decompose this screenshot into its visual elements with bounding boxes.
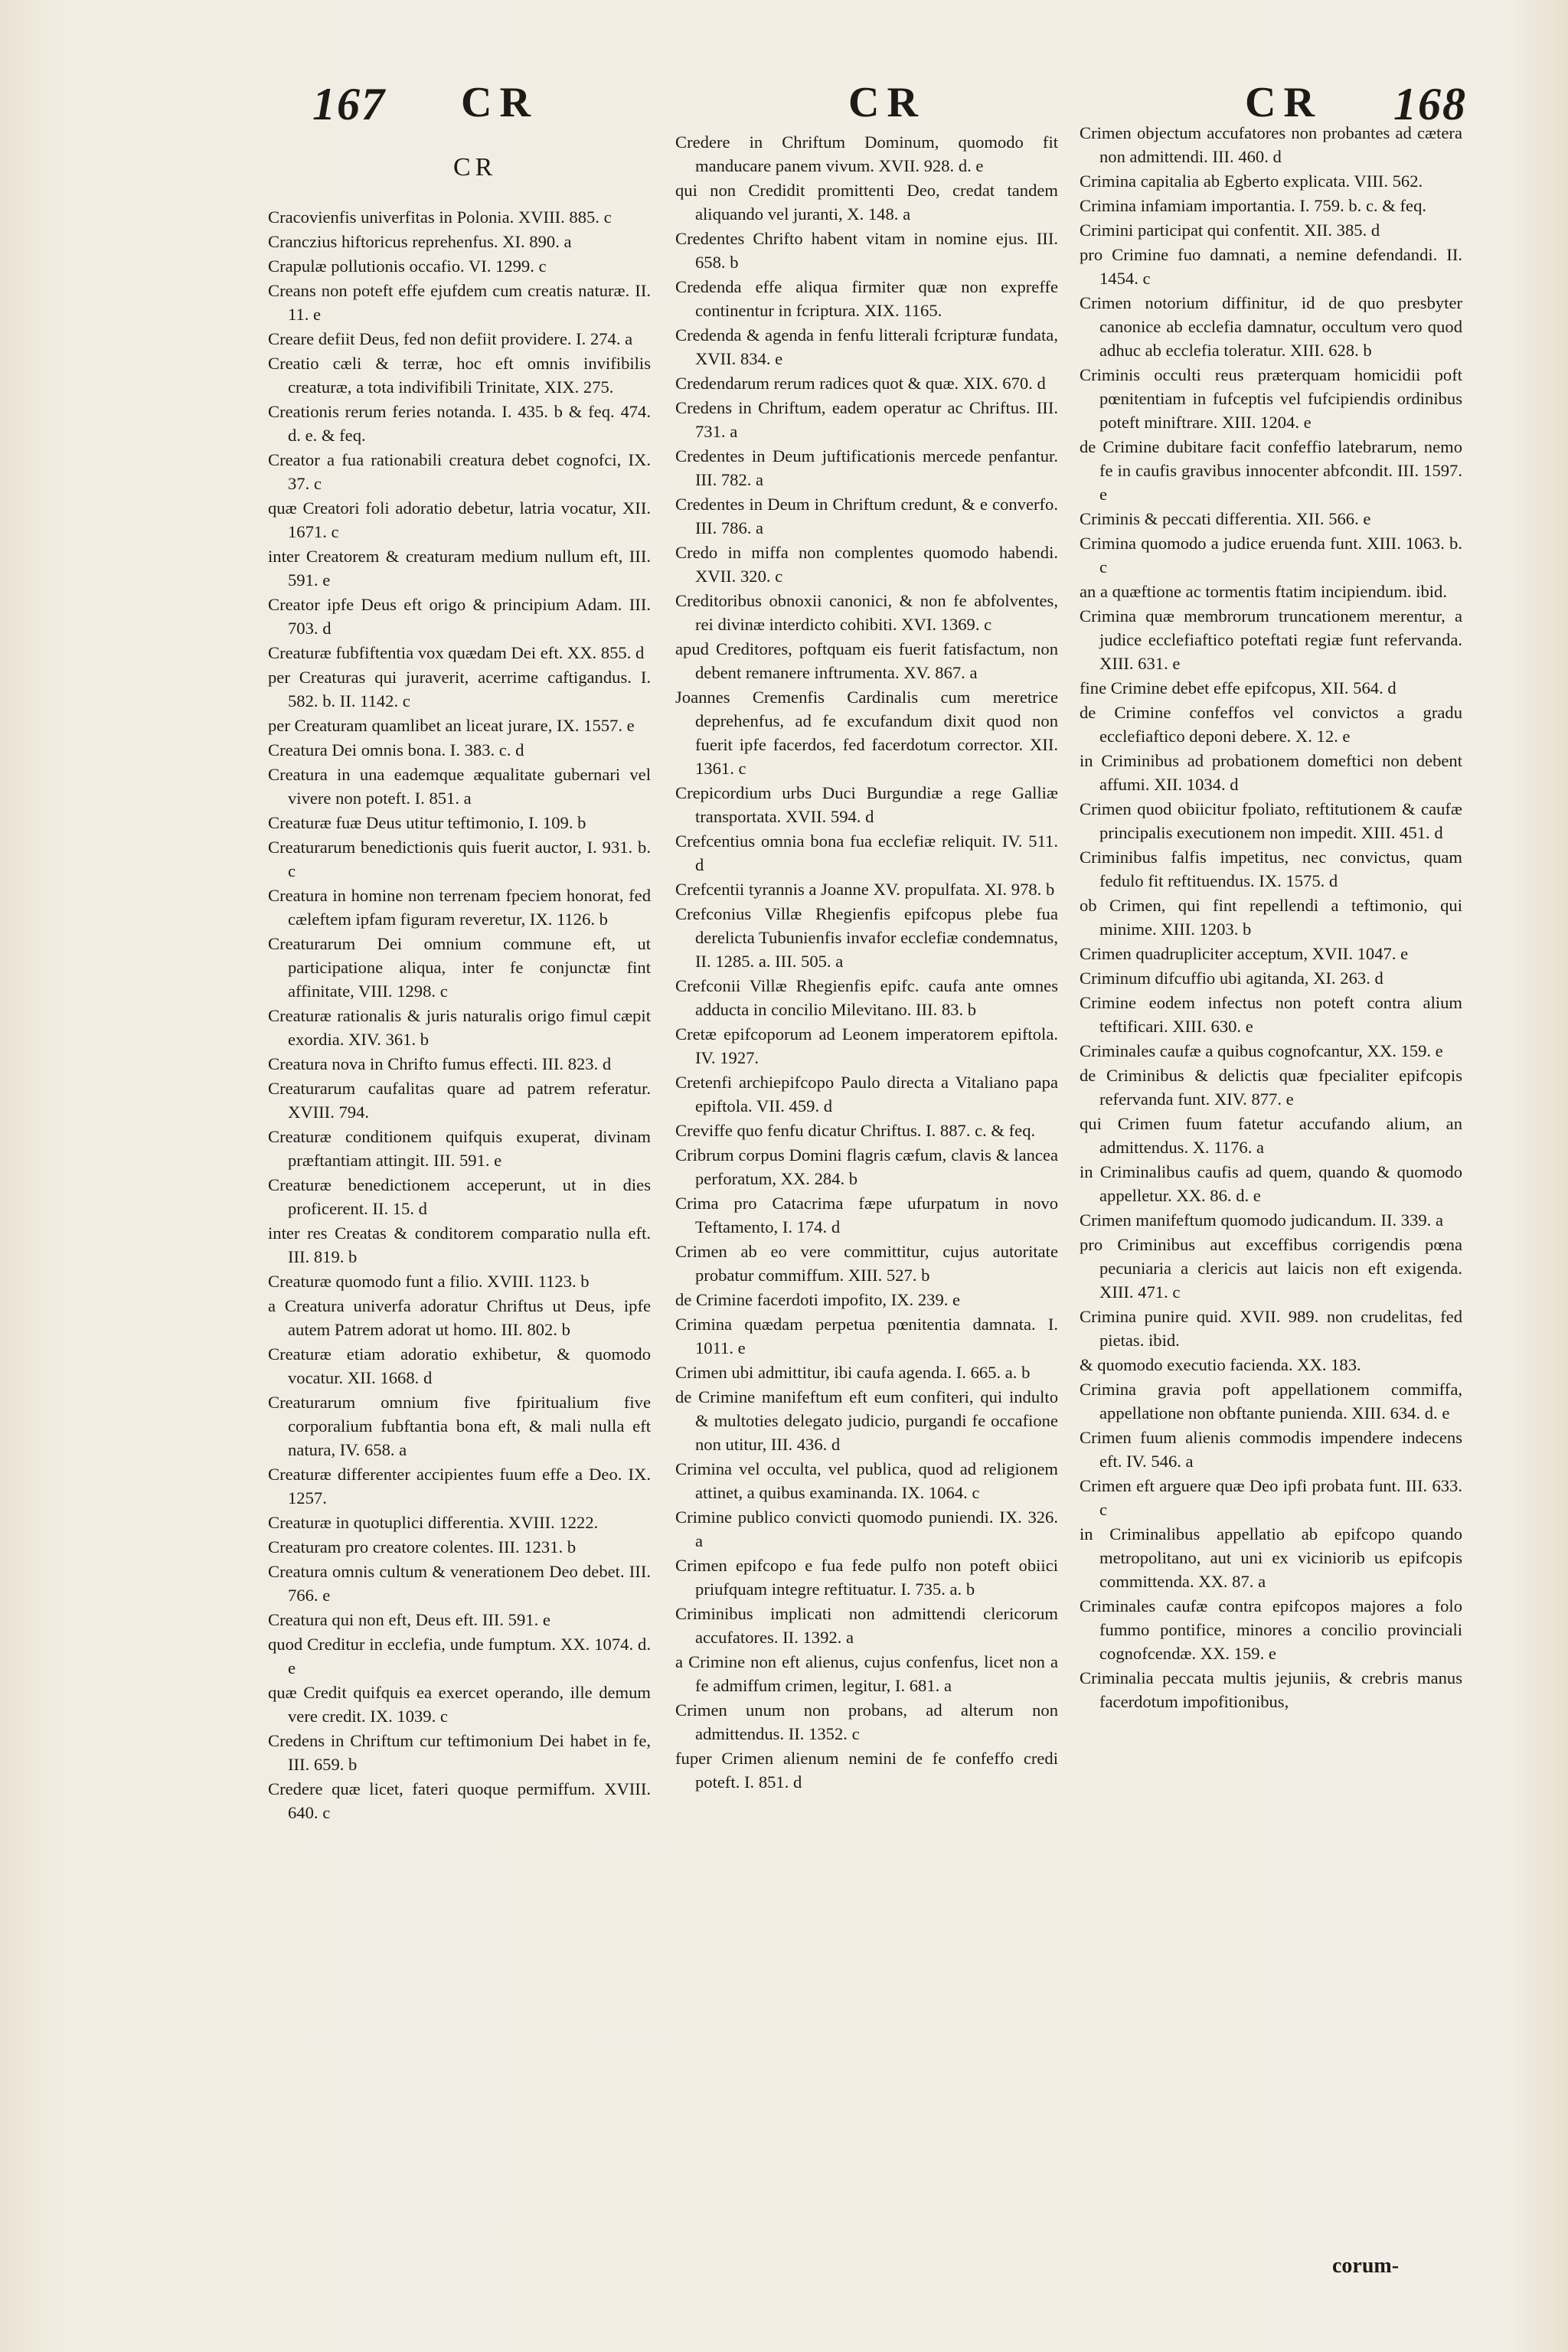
- index-entry: Creatura qui non eft, Deus eft. III. 591. e: [268, 1610, 550, 1629]
- index-entry: Creaturæ conditionem quifquis exuperat, divinam præftantiam attingit. III. 591. e: [268, 1127, 651, 1170]
- index-entry: in Criminibus ad probationem domeftici non debent affumi. XII. 1034. d: [1080, 751, 1462, 794]
- index-entry: in Criminalibus appellatio ab epifcopo quando metropolitano, aut uni ex viciniorib us epifcopis committenda. XX. 87. a: [1080, 1524, 1462, 1591]
- index-entry: Crima pro Catacrima fæpe ufurpatum in novo Teftamento, I. 174. d: [675, 1194, 1058, 1236]
- running-head-right: CR: [1245, 79, 1322, 126]
- running-head-center: CR: [848, 79, 926, 126]
- index-entry: Creaturæ etiam adoratio exhibetur, & quomodo vocatur. XII. 1668. d: [268, 1344, 651, 1387]
- index-entry: Creaturæ benedictionem acceperunt, ut in dies proficerent. II. 15. d: [268, 1175, 651, 1218]
- index-entry: per Creaturam quamlibet an liceat jurare, IX. 1557. e: [268, 716, 635, 735]
- index-entry: Cribrum corpus Domini flagris cæfum, clavis & lancea perforatum, XX. 284. b: [675, 1145, 1058, 1188]
- index-entry: Creaturarum Dei omnium commune eft, ut participatione aliqua, inter fe conjunctæ fint affinitate, VIII. 1298. c: [268, 934, 651, 1001]
- index-entry: Credenda effe aliqua firmiter quæ non expreffe continentur in fcriptura. XIX. 1165.: [675, 277, 1058, 320]
- index-entry: Creatura nova in Chrifto fumus effecti. III. 823. d: [268, 1054, 612, 1073]
- index-entry: a Crimine non eft alienus, cujus confenfus, licet non a fe admiffum crimen, legitur, I. 681. a: [675, 1652, 1058, 1695]
- index-entry: & quomodo executio facienda. XX. 183.: [1080, 1355, 1361, 1374]
- index-entry: Crimen ab eo vere committitur, cujus autoritate probatur commiffum. XIII. 527. b: [675, 1242, 1058, 1285]
- index-entry: Crefconius Villæ Rhegienfis epifcopus plebe fua derelicta Tubunienfis invafor ecclefiæ condemnatus, II. 1285. a. III. 505. a: [675, 904, 1058, 971]
- index-entry: Cranczius hiftoricus reprehenfus. XI. 890. a: [268, 232, 572, 251]
- index-entry: Criminis & peccati differentia. XII. 566. e: [1080, 509, 1371, 528]
- index-entry: per Creaturas qui juraverit, acerrime caftigandus. I. 582. b. II. 1142. c: [268, 668, 651, 710]
- index-entry: Creaturæ differenter accipientes fuum effe a Deo. IX. 1257.: [268, 1465, 651, 1508]
- page-number-right: 168: [1393, 79, 1467, 129]
- index-entry: Creator ipfe Deus eft origo & principium Adam. III. 703. d: [268, 595, 651, 638]
- index-entry: Credentes Chrifto habent vitam in nomine ejus. III. 658. b: [675, 229, 1058, 272]
- index-entry: Creaturæ in quotuplici differentia. XVIII. 1222.: [268, 1513, 599, 1532]
- index-entry: Crimen notorium diffinitur, id de quo presbyter canonice ab ecclefia damnatur, occultum vero quod adhuc ab ecclefia toleratur. XIII. 628. b: [1080, 293, 1462, 360]
- index-entry: Crimina capitalia ab Egberto explicata. VIII. 562.: [1080, 172, 1423, 191]
- index-entry: Creationis rerum feries notanda. I. 435. b & feq. 474. d. e. & feq.: [268, 402, 651, 445]
- index-entry: de Crimine confeffos vel convictos a gradu ecclefiaftico deponi debere. X. 12. e: [1080, 703, 1462, 746]
- index-entry: de Crimine manifeftum eft eum confiteri, qui indulto & multoties delegato judicio, purgandi fe occafione non utitur, III. 436. d: [675, 1387, 1058, 1454]
- index-column-1: [268, 205, 651, 1825]
- index-entry: Crimen ubi admittitur, ibi caufa agenda. I. 665. a. b: [675, 1363, 1031, 1382]
- index-entry: Credenda & agenda in fenfu litterali fcripturæ fundata, XVII. 834. e: [675, 325, 1058, 368]
- index-entry: Creaturæ fubfiftentia vox quædam Dei eft. XX. 855. d: [268, 643, 645, 662]
- index-entry: Crimen quadrupliciter acceptum, XVII. 1047. e: [1080, 944, 1409, 963]
- index-entry: Crimina vel occulta, vel publica, quod ad religionem attinet, a quibus examinanda. IX. 1064. c: [675, 1459, 1058, 1502]
- index-entry: Creans non poteft effe ejufdem cum creatis naturæ. II. 11. e: [268, 281, 651, 324]
- index-entry: pro Criminibus aut exceffibus corrigendis pœna pecuniaria a clericis aut laicis non eft exigenda. XIII. 471. c: [1080, 1235, 1462, 1302]
- index-entry: Criminales caufæ contra epifcopos majores a folo fummo pontifice, minores a concilio provinciali cognofcendæ. XX. 159. e: [1080, 1596, 1462, 1663]
- index-entry: Crimine publico convicti quomodo puniendi. IX. 326. a: [675, 1508, 1058, 1550]
- index-entry: Credo in miffa non complentes quomodo habendi. XVII. 320. c: [675, 543, 1058, 586]
- index-entry: de Crimine dubitare facit confeffio latebrarum, nemo fe in caufis gravibus innocenter abfcondit. III. 1597. e: [1080, 437, 1462, 504]
- index-entry: ob Crimen, qui fint repellendi a teftimonio, qui minime. XIII. 1203. b: [1080, 896, 1462, 939]
- index-entry: Criminum difcuffio ubi agitanda, XI. 263. d: [1080, 969, 1383, 988]
- index-entry: Crimen epifcopo e fua fede pulfo non poteft obiici priufquam integre reftituatur. I. 735. a. b: [675, 1556, 1058, 1599]
- index-entry: de Criminibus & delictis quæ fpecialiter epifcopis refervanda funt. XIV. 877. e: [1080, 1066, 1462, 1109]
- index-entry: quæ Credit quifquis ea exercet operando, ille demum vere credit. IX. 1039. c: [268, 1683, 651, 1726]
- index-entry: Crimen fuum alienis commodis impendere indecens eft. IV. 546. a: [1080, 1428, 1462, 1471]
- index-entry: Credens in Chriftum cur teftimonium Dei habet in fe, III. 659. b: [268, 1731, 651, 1774]
- index-entry: Crimina quomodo a judice eruenda funt. XIII. 1063. b. c: [1080, 534, 1462, 577]
- index-entry: Creaturæ quomodo funt a filio. XVIII. 1123. b: [268, 1272, 590, 1291]
- index-entry: Credere in Chriftum Dominum, quomodo fit manducare panem vivum. XVII. 928. d. e: [675, 132, 1058, 175]
- index-entry: Joannes Cremenfis Cardinalis cum meretrice deprehenfus, ad fe excufandum dixit quod non fuerit ipfe facerdos, fed facerdotum corrector. XII. 1361. c: [675, 688, 1058, 778]
- index-entry: Crimine eodem infectus non poteft contra alium teftificari. XIII. 630. e: [1080, 993, 1462, 1036]
- index-entry: Crefcentius omnia bona fua ecclefiæ reliquit. IV. 511. d: [675, 831, 1058, 874]
- index-entry: Creaturæ rationalis & juris naturalis origo fimul cæpit exordia. XIV. 361. b: [268, 1006, 651, 1049]
- index-entry: Crimina quædam perpetua pœnitentia damnata. I. 1011. e: [675, 1315, 1058, 1357]
- index-entry: Crimen unum non probans, ad alterum non admittendus. II. 1352. c: [675, 1700, 1058, 1743]
- index-entry: Creaturarum benedictionis quis fuerit auctor, I. 931. b. c: [268, 838, 651, 880]
- index-entry: Crimina quæ membrorum truncationem merentur, a judice ecclefiaftico poteftati regiæ funt refervanda. XIII. 631. e: [1080, 606, 1462, 673]
- index-entry: fuper Crimen alienum nemini de fe confeffo credi poteft. I. 851. d: [675, 1749, 1058, 1792]
- index-entry: qui non Credidit promittenti Deo, credat tandem aliquando vel juranti, X. 148. a: [675, 181, 1058, 224]
- index-entry: Creatura in homine non terrenam fpeciem honorat, fed cæleftem ipfam figuram reveretur, IX. 1126. b: [268, 886, 651, 929]
- index-entry: fine Crimine debet effe epifcopus, XII. 564. d: [1080, 678, 1396, 697]
- index-entry: Credentes in Deum in Chriftum credunt, & e converfo. III. 786. a: [675, 495, 1058, 537]
- index-entry: Criminales caufæ a quibus cognofcantur, XX. 159. e: [1080, 1041, 1443, 1060]
- index-entry: Crimen eft arguere quæ Deo ipfi probata funt. III. 633. c: [1080, 1476, 1462, 1519]
- index-entry: an a quæftione ac tormentis ftatim incipiendum. ibid.: [1080, 582, 1448, 601]
- section-heading: CR: [453, 153, 498, 181]
- index-entry: Crimina infamiam importantia. I. 759. b. c. & feq.: [1080, 196, 1427, 215]
- index-entry: Creatura omnis cultum & venerationem Deo debet. III. 766. e: [268, 1562, 651, 1605]
- running-head-left: CR: [461, 79, 538, 126]
- index-column-2: [675, 130, 1058, 1795]
- catchword: corum-: [1332, 2254, 1400, 2278]
- index-entry: Crefconii Villæ Rhegienfis epifc. caufa ante omnes adducta in concilio Milevitano. III. 83. b: [675, 976, 1058, 1019]
- index-entry: Creviffe quo fenfu dicatur Chriftus. I. 887. c. & feq.: [675, 1121, 1036, 1140]
- index-entry: Creare defiit Deus, fed non defiit providere. I. 274. a: [268, 329, 633, 348]
- index-entry: Creaturarum caufalitas quare ad patrem referatur. XVIII. 794.: [268, 1079, 651, 1122]
- index-entry: Criminalia peccata multis jejuniis, & crebris manus facerdotum impofitionibus,: [1080, 1668, 1462, 1711]
- index-entry: Credendarum rerum radices quot & quæ. XIX. 670. d: [675, 374, 1046, 393]
- page-number-left: 167: [312, 79, 386, 129]
- index-entry: Crimen manifeftum quomodo judicandum. II. 339. a: [1080, 1210, 1443, 1230]
- index-entry: Creaturarum omnium five fpiritualium five corporalium fubftantia bona eft, & mali nulla eft natura, IV. 658. a: [268, 1393, 651, 1459]
- index-entry: Creator a fua rationabili creatura debet cognofci, IX. 37. c: [268, 450, 651, 493]
- index-entry: Crapulæ pollutionis occafio. VI. 1299. c: [268, 256, 547, 276]
- index-entry: in Criminalibus caufis ad quem, quando & quomodo appelletur. XX. 86. d. e: [1080, 1162, 1462, 1205]
- index-entry: Criminibus implicati non admittendi clericorum accufatores. II. 1392. a: [675, 1604, 1058, 1647]
- index-entry: Criminibus falfis impetitus, nec convictus, quam fedulo fit reftituendus. IX. 1575. d: [1080, 848, 1462, 890]
- index-entry: Cracovienfis univerfitas in Polonia. XVIII. 885. c: [268, 207, 612, 227]
- index-entry: Cretæ epifcoporum ad Leonem imperatorem epiftola. IV. 1927.: [675, 1024, 1058, 1067]
- index-entry: Credere quæ licet, fateri quoque permiffum. XVIII. 640. c: [268, 1779, 651, 1822]
- index-entry: Crimina punire quid. XVII. 989. non crudelitas, fed pietas. ibid.: [1080, 1307, 1462, 1350]
- index-entry: Crimina gravia poft appellationem commiffa, appellatione non obftante punienda. XIII. 634. d. e: [1080, 1380, 1462, 1423]
- index-entry: Crimen quod obiicitur fpoliato, reftitutionem & caufæ principalis executionem non impedit. XIII. 451. d: [1080, 799, 1462, 842]
- index-entry: Credentes in Deum juftificationis mercede penfantur. III. 782. a: [675, 446, 1058, 489]
- index-entry: Crefcentii tyrannis a Joanne XV. propulfata. XI. 978. b: [675, 880, 1055, 899]
- index-entry: quod Creditur in ecclefia, unde fumptum. XX. 1074. d. e: [268, 1635, 651, 1677]
- index-entry: Creaturæ fuæ Deus utitur teftimonio, I. 109. b: [268, 813, 586, 832]
- index-column-3: [1080, 121, 1462, 1714]
- index-entry: apud Creditores, poftquam eis fuerit fatisfactum, non debent remanere inftrumenta. XV. 867. a: [675, 639, 1058, 682]
- index-entry: Criminis occulti reus præterquam homicidii poft pœnitentiam in fufceptis vel fufcipiendis ordinibus poteft miniftrare. XIII. 1204. e: [1080, 365, 1462, 432]
- index-entry: Creatio cæli & terræ, hoc eft omnis invifibilis creaturæ, a tota indivifibili Trinitate, XIX. 275.: [268, 354, 651, 397]
- index-entry: Crepicordium urbs Duci Burgundiæ a rege Galliæ transportata. XVII. 594. d: [675, 783, 1058, 826]
- index-entry: Crimini participat qui confentit. XII. 385. d: [1080, 220, 1380, 240]
- index-entry: Cretenfi archiepifcopo Paulo directa a Vitaliano papa epiftola. VII. 459. d: [675, 1073, 1058, 1116]
- index-entry: a Creatura univerfa adoratur Chriftus ut Deus, ipfe autem Patrem adorat ut homo. III. 802. b: [268, 1296, 651, 1339]
- index-entry: Crimen objectum accufatores non probantes ad cætera non admittendi. III. 460. d: [1080, 123, 1462, 166]
- index-entry: Creatura in una eademque æqualitate gubernari vel vivere non poteft. I. 851. a: [268, 765, 651, 808]
- index-entry: Creaturam pro creatore colentes. III. 1231. b: [268, 1537, 577, 1557]
- index-entry: Credens in Chriftum, eadem operatur ac Chriftus. III. 731. a: [675, 398, 1058, 441]
- index-entry: inter res Creatas & conditorem comparatio nulla eft. III. 819. b: [268, 1223, 651, 1266]
- index-entry: inter Creatorem & creaturam medium nullum eft, III. 591. e: [268, 547, 651, 590]
- index-entry: Creatura Dei omnis bona. I. 383. c. d: [268, 740, 524, 760]
- index-entry: de Crimine facerdoti impofito, IX. 239. e: [675, 1290, 961, 1309]
- index-entry: pro Crimine fuo damnati, a nemine defendandi. II. 1454. c: [1080, 245, 1462, 288]
- index-entry: Creditoribus obnoxii canonici, & non fe abfolventes, rei divinæ interdicto cohibiti. XVI. 1369. c: [675, 591, 1058, 634]
- index-entry: qui Crimen fuum fatetur accufando alium, an admittendus. X. 1176. a: [1080, 1114, 1462, 1157]
- index-entry: quæ Creatori foli adoratio debetur, latria vocatur, XII. 1671. c: [268, 498, 651, 541]
